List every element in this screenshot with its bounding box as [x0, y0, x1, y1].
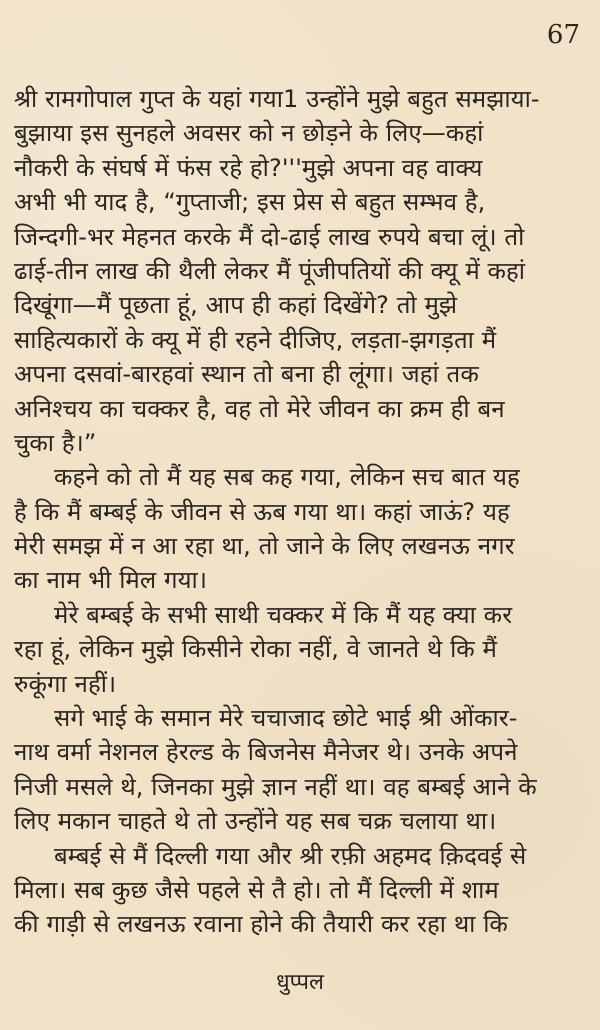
- paragraph-5: [14, 839, 582, 942]
- paragraph-1: [14, 82, 582, 460]
- paragraph-2-line-2: है कि मैं बम्बई के जीवन से ऊब गया था। कहां जाऊं? यह: [14, 497, 510, 526]
- paragraph-4-line-2: नाथ वर्मा नेशनल हेरल्ड के बिजनेस मैनेजर थे। उनके अपने: [14, 738, 518, 767]
- paragraph-1-line-11: चुका है।”: [14, 428, 97, 457]
- paragraph-4-line-1: सगे भाई के समान मेरे चचाजाद छोटे भाई श्री ओंकार-: [54, 704, 518, 733]
- paragraph-5-line-1: बम्बई से मैं दिल्ली गया और श्री रफ़ी अहमद क़िदवई से: [54, 841, 527, 870]
- paragraph-1-line-10: अनिश्चय का चक्कर है, वह तो मेरे जीवन का क्रम ही बन: [14, 394, 505, 423]
- paragraph-2-line-3: मेरी समझ में न आ रहा था, तो जाने के लिए लखनऊ नगर: [14, 532, 515, 561]
- paragraph-1-line-7: दिखूंगा—मैं पूछता हूं, आप ही कहां दिखेंगे? तो मुझे: [14, 291, 458, 320]
- page-number: 67: [546, 20, 580, 50]
- paragraph-1-line-9: अपना दसवां-बारहवां स्थान तो बना ही लूंगा। जहां तक: [14, 360, 479, 389]
- paragraph-2: [14, 460, 582, 598]
- paragraph-1-line-1: श्री रामगोपाल गुप्त के यहां गया1 उन्होंने मुझे बहुत समझाया-: [14, 85, 540, 113]
- paragraph-4-line-4: लिए मकान चाहते थे तो उन्होंने यह सब चक्र चलाया था।: [14, 807, 497, 836]
- footer-title: धुप्पल: [276, 970, 324, 995]
- paragraph-5-line-3: की गाड़ी से लखनऊ रवाना होने की तैयारी कर रहा था कि: [14, 910, 508, 939]
- paragraph-4-line-3: निजी मसले थे, जिनका मुझे ज्ञान नहीं था। वह बम्बई आने के: [14, 772, 537, 801]
- paragraph-1-line-8: साहित्यकारों के क्यू में ही रहने दीजिए, लड़ता-झगड़ता मैं: [14, 325, 497, 354]
- paragraph-1-line-5: जिन्दगी-भर मेहनत करके मैं दो-ढाई लाख रुपये बचा लूं। तो: [14, 222, 525, 251]
- paragraph-3-line-2: रहा हूं, लेकिन मुझे किसीने रोका नहीं, वे जानते थे कि मैं: [14, 635, 498, 664]
- paragraph-1-line-2: बुझाया इस सुनहले अवसर को न छोड़ने के लिए—कहां: [14, 119, 484, 148]
- paragraph-3-line-3: रुकूंगा नहीं।: [14, 669, 117, 698]
- paragraph-1-line-6: ढाई-तीन लाख की थैली लेकर मैं पूंजीपतियों की क्यू में कहां: [14, 256, 526, 285]
- paragraph-5-line-2: मिला। सब कुछ जैसे पहले से तै हो। तो मैं दिल्ली में शाम: [14, 875, 499, 904]
- paragraph-2-line-4: का नाम भी मिल गया।: [14, 566, 208, 595]
- paragraph-3-line-1: मेरे बम्बई के सभी साथी चक्कर में कि मैं यह क्या कर: [54, 600, 513, 629]
- page-text: [14, 82, 582, 942]
- paragraph-2-line-1: कहने को तो मैं यह सब कह गया, लेकिन सच बात यह: [54, 463, 520, 492]
- paragraph-3: [14, 598, 582, 701]
- paragraph-1-line-3: नौकरी के संघर्ष में फंस रहे हो?'''मुझे अपना वह वाक्य: [14, 153, 483, 182]
- paragraph-1-line-4: अभी भी याद है, “गुप्ताजी; इस प्रेस से बहुत सम्भव है,: [14, 188, 486, 217]
- paragraph-4: [14, 701, 582, 839]
